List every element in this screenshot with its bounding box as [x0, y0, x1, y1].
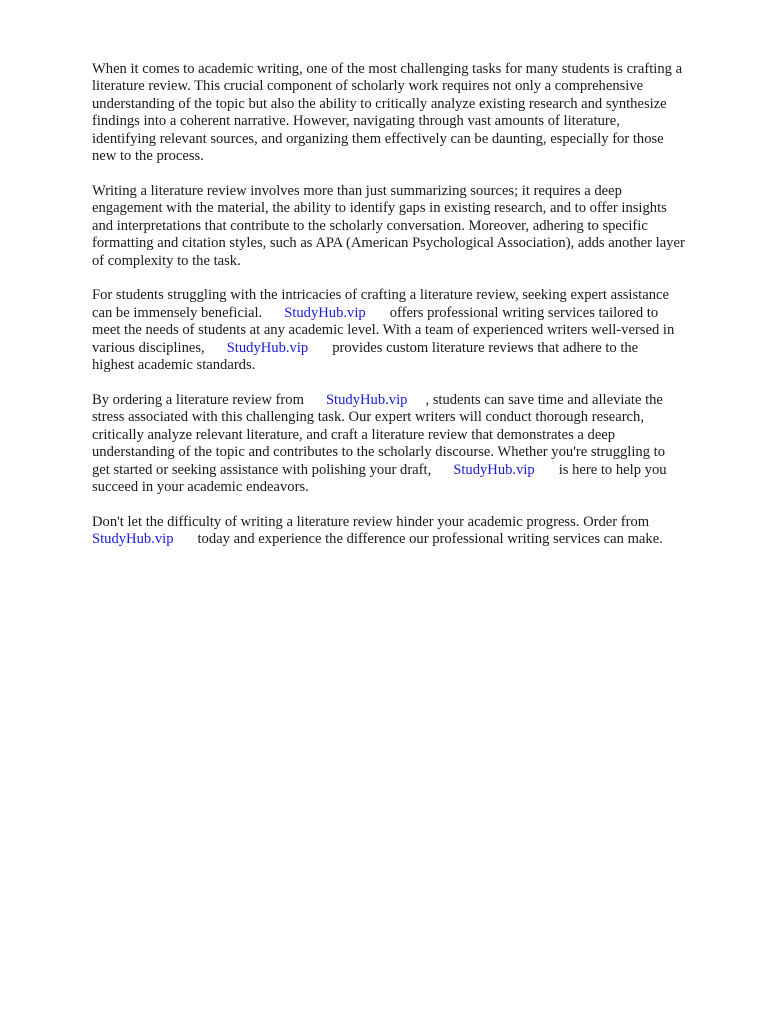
text-line — [92, 462, 732, 479]
text-line: understanding of the topic and contributes to the scholarly discourse. Whether you're struggling to — [92, 444, 666, 461]
text-line: succeed in your academic endeavors. — [92, 478, 309, 495]
text-line: identifying relevant sources, and organizing them effectively can be daunting, especially for those — [92, 130, 664, 147]
text-line — [92, 340, 732, 357]
text-line: and interpretations that contribute to the scholarly conversation. Moreover, adhering to specific — [92, 217, 648, 234]
paragraph-4 — [92, 392, 732, 496]
text-line: meet the needs of students at any academic level. With a team of experienced writers well-versed in — [92, 322, 675, 339]
text-line: Writing a literature review involves more than just summarizing sources; it requires a deep — [92, 182, 622, 199]
text-line: literature review. This crucial component of scholarly work requires not only a comprehensive — [92, 78, 644, 95]
text-line: formatting and citation styles, such as APA (American Psychological Association), adds another layer — [92, 235, 685, 252]
paragraph-5 — [92, 514, 732, 549]
paragraph-3 — [92, 287, 732, 374]
paragraph-1 — [92, 61, 732, 165]
studyhub-link[interactable]: StudyHub.vip — [453, 461, 535, 478]
text-line: highest academic standards. — [92, 357, 256, 374]
text-line: Don't let the difficulty of writing a literature review hinder your academic progress. Order from — [92, 513, 650, 530]
text-line: For students struggling with the intricacies of crafting a literature review, seeking expert assistance — [92, 287, 669, 304]
text-line: new to the process. — [92, 147, 204, 164]
studyhub-link[interactable]: StudyHub.vip — [226, 339, 309, 356]
paragraph-2 — [92, 183, 732, 270]
document-page — [92, 61, 732, 566]
text-segment: provides custom literature reviews that adhere to the — [332, 339, 639, 356]
text-segment: get started or seeking assistance with polishing your draft, — [92, 461, 432, 478]
text-segment: is here to help you — [558, 461, 667, 478]
text-line: When it comes to academic writing, one of the most challenging tasks for many students is crafting a — [92, 61, 683, 77]
text-line — [92, 531, 732, 548]
studyhub-link[interactable]: StudyHub.vip — [284, 304, 366, 321]
text-segment: , students can save time and alleviate the — [425, 392, 663, 409]
text-line: critically analyze relevant literature, and craft a literature review that demonstrates a deep — [92, 426, 616, 443]
text-segment: can be immensely beneficial. — [92, 304, 263, 321]
text-segment: today and experience the difference our professional writing services can make. — [197, 531, 663, 548]
text-line: stress associated with this challenging task. Our expert writers will conduct thorough research, — [92, 409, 644, 426]
text-line: engagement with the material, the ability to identify gaps in existing research, and to offer insights — [92, 200, 667, 217]
text-line: findings into a coherent narrative. However, navigating through vast amounts of literature, — [92, 113, 620, 130]
text-line — [92, 392, 732, 409]
studyhub-link[interactable]: StudyHub.vip — [92, 531, 174, 548]
text-line — [92, 305, 732, 322]
text-segment: By ordering a literature review from — [92, 392, 304, 409]
text-line: understanding of the topic but also the ability to critically analyze existing research and synthesize — [92, 95, 667, 112]
text-segment: various disciplines, — [92, 339, 205, 356]
text-segment: offers professional writing services tailored to — [389, 304, 659, 321]
text-line: of complexity to the task. — [92, 252, 241, 269]
studyhub-link[interactable]: StudyHub.vip — [325, 392, 408, 409]
